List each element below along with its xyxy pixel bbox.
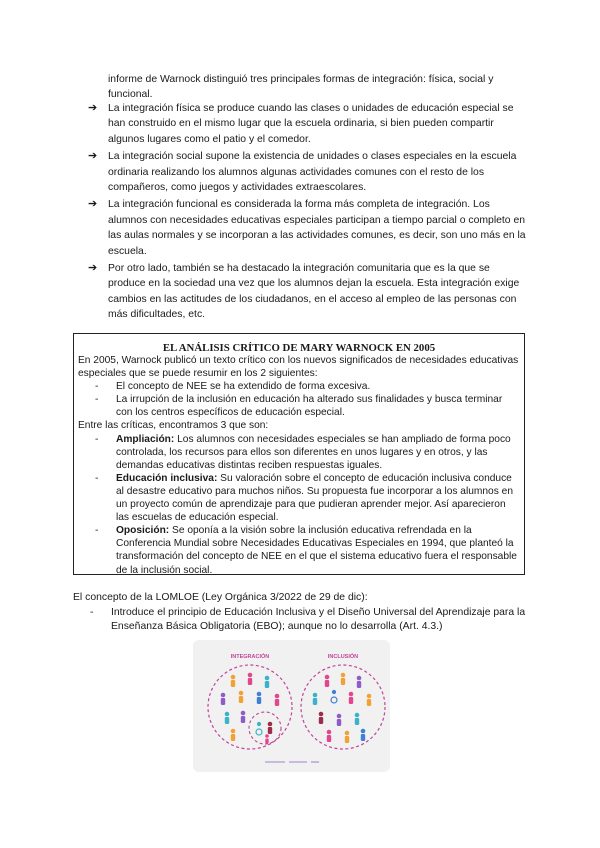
person-icon bbox=[313, 693, 318, 705]
integration-inner-ring bbox=[249, 712, 281, 744]
dash-marker: - bbox=[95, 525, 99, 537]
bullet-text: Por otro lado, también se ha destacado la integración comunitaria que es la que se produce en la sociedad una vez que los alumnos dejan la escuela. Esta integración exige cambios en las actitudes de los ciudadanos, en el acceso al empleo de las personas con más dificultades, etc. bbox=[108, 263, 520, 321]
person-icon bbox=[257, 692, 262, 704]
bullet-text: La integración física se produce cuando las clases o unidades de educación especial se han construido en el mismo lugar que la escuela ordinaria, si bien pueden compartir algunos lugares como el patio y el comedor. bbox=[108, 103, 514, 145]
lomloe-section bbox=[73, 591, 533, 635]
box-points-list bbox=[78, 380, 520, 419]
bullet-text: La integración funcional es considerada la forma más completa de integración. Los alumnos con necesidades educativas especiales participan a tiempo parcial o completo en las aulas normales y se incorporan a las actividades comunes, es decir, son uno más en la escuela. bbox=[108, 199, 526, 257]
bullet-fisica bbox=[88, 101, 528, 147]
person-icon bbox=[221, 693, 226, 705]
critica-term: Oposición: bbox=[116, 525, 170, 537]
critica-ampliacion bbox=[78, 433, 520, 472]
dash-marker: - bbox=[95, 381, 99, 393]
person-icon bbox=[341, 673, 346, 685]
inclusion-people bbox=[313, 673, 372, 743]
person-icon bbox=[231, 675, 236, 687]
criticas-intro: Entre las críticas, encontramos 3 que son: bbox=[78, 420, 269, 432]
person-icon bbox=[241, 711, 246, 723]
critica-text: Se oponía a la visión sobre la inclusión educativa refrendada en la Conferencia Mundial sobre Necesidades Educativas Especiales en 1994, que planteó la transformación del concepto de NEE en el que el sistema educativo fuera el responsable de la inclusión social. bbox=[116, 525, 517, 576]
critica-text: Su valoración sobre el concepto de educación inclusiva conduce al desastre educativo para muchos niños. Su propuesta fue incorporar a los alumnos en un proyecto común de aprendizaje para que pudieran aprender mejor. Así aparecieron las escuelas de educación especial. bbox=[116, 472, 513, 524]
critica-text: Los alumnos con necesidades especiales se han ampliado de forma poco controlada, los recursos para ellos son diferentes en unos lugares y en otros, y las demandas educativas distintas reciben respuestas iguales. bbox=[116, 433, 511, 471]
person-icon bbox=[367, 694, 372, 706]
person-icon bbox=[345, 731, 350, 743]
person-icon bbox=[239, 691, 244, 703]
dash-marker: - bbox=[95, 472, 99, 484]
bullet-funcional bbox=[88, 197, 528, 259]
critica-educacion-inclusiva bbox=[78, 472, 520, 524]
box-point-text: El concepto de NEE se ha extendido de forma excesiva. bbox=[116, 381, 371, 393]
bullet-comunitaria bbox=[88, 261, 528, 323]
criticas-list bbox=[78, 433, 520, 577]
person-icon bbox=[265, 676, 270, 688]
box-point-text: La irrupción de la inclusión en educación ha alterado sus finalidades y busca terminar con los centros específicos de educación especial. bbox=[116, 394, 503, 419]
label-inclusion: INCLUSIÓN bbox=[327, 654, 359, 660]
dash-marker: - bbox=[90, 606, 94, 618]
person-icon bbox=[325, 675, 330, 687]
lomloe-point-text: Introduce el principio de Educación Inclusiva y el Diseño Universal del Aprendizaje para la Enseñanza Básica Obligatoria (EBO); aunque no lo desarrolla (Art. 4.3.) bbox=[111, 606, 526, 633]
intro-paragraph: informe de Warnock distinguió tres principales formas de integración: física, social y funcional. bbox=[108, 74, 494, 101]
arrow-icon: ➔ bbox=[88, 198, 98, 211]
dash-marker: - bbox=[95, 394, 99, 406]
person-icon bbox=[225, 712, 230, 724]
illustration-svg bbox=[193, 640, 390, 772]
person-icon bbox=[361, 729, 366, 741]
wheelchair-icon bbox=[256, 723, 262, 736]
arrow-icon: ➔ bbox=[88, 102, 98, 114]
critica-term: Ampliación: bbox=[116, 433, 175, 445]
person-icon bbox=[357, 676, 362, 688]
person-icon bbox=[231, 729, 236, 741]
warnock-analysis-box bbox=[73, 333, 525, 575]
integration-inclusion-illustration bbox=[193, 640, 390, 772]
person-icon bbox=[275, 694, 280, 706]
person-icon bbox=[337, 714, 342, 726]
person-icon bbox=[265, 734, 269, 743]
box-point bbox=[78, 393, 520, 419]
inclusion-ring bbox=[301, 665, 385, 749]
box-intro: En 2005, Warnock publicó un texto crítico con los nuevos significados de necesidades educativas especiales que se puede resumir en los 2 siguientes: bbox=[78, 355, 519, 380]
box-title: EL ANÁLISIS CRÍTICO DE MARY WARNOCK EN 2005 bbox=[162, 342, 436, 354]
integration-outer-ring bbox=[208, 665, 292, 749]
dash-marker: - bbox=[95, 433, 99, 445]
lomloe-list bbox=[73, 606, 533, 635]
box-point bbox=[78, 380, 520, 393]
person-icon bbox=[268, 722, 273, 734]
lomloe-intro: El concepto de la LOMLOE (Ley Orgánica 3/2022 de 29 de dic): bbox=[73, 592, 368, 603]
person-icon bbox=[327, 730, 332, 742]
integration-bullet-list bbox=[88, 101, 528, 325]
label-integracion: INTEGRACIÓN bbox=[230, 654, 270, 660]
person-icon bbox=[248, 673, 253, 685]
bullet-social bbox=[88, 149, 528, 195]
bullet-text: La integración social supone la existencia de unidades o clases especiales en la escuela ordinaria realizando los alumnos algunas actividades comunes con el resto de los compañeros, como juegos y actividades extraescolares. bbox=[108, 151, 517, 194]
person-icon bbox=[355, 713, 360, 725]
arrow-icon: ➔ bbox=[88, 262, 98, 275]
critica-term: Educación inclusiva: bbox=[116, 472, 218, 484]
person-icon bbox=[349, 692, 354, 704]
wheelchair-icon bbox=[331, 691, 337, 704]
lomloe-point bbox=[73, 606, 533, 635]
critica-oposicion bbox=[78, 524, 520, 576]
arrow-icon: ➔ bbox=[88, 150, 98, 163]
person-icon bbox=[319, 712, 324, 724]
